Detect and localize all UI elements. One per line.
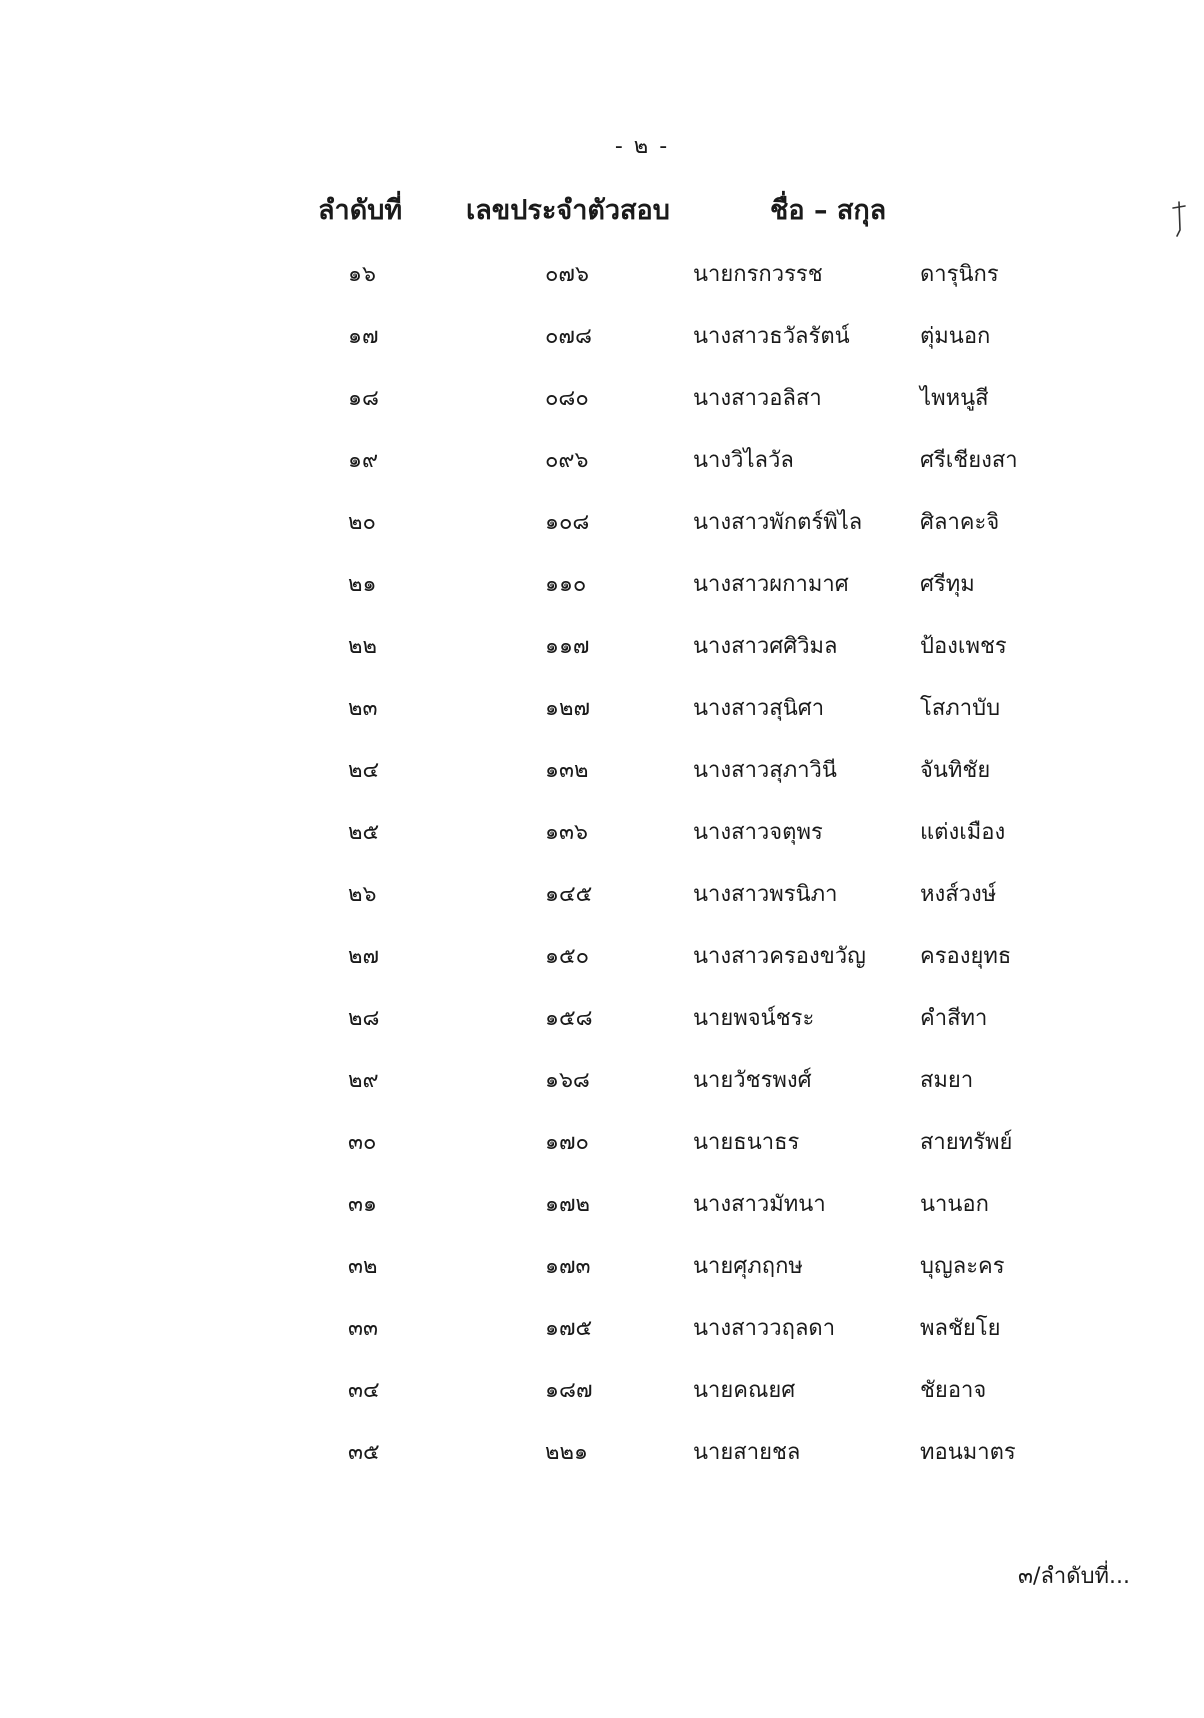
cell-exam-id: ๑๐๘ xyxy=(545,510,590,535)
cell-exam-id: ๑๑๐ xyxy=(545,572,587,597)
continuation-note: ๓/ลำดับที่... xyxy=(1018,1564,1131,1589)
cell-first-name: นายสายชล xyxy=(693,1440,801,1465)
cell-first-name: นางสาวอลิสา xyxy=(693,386,822,411)
cell-exam-id: ๐๘๐ xyxy=(545,386,589,411)
table-row xyxy=(0,868,1204,930)
cell-seq: ๒๓ xyxy=(348,696,378,721)
table-row xyxy=(0,310,1204,372)
cell-exam-id: ๐๗๖ xyxy=(545,262,589,287)
header-seq: ลำดับที่ xyxy=(318,195,403,226)
cell-exam-id: ๑๓๒ xyxy=(545,758,589,783)
cell-exam-id: ๑๑๗ xyxy=(545,634,590,659)
cell-last-name: บุญละคร xyxy=(920,1254,1005,1279)
cell-first-name: นายคณยศ xyxy=(693,1378,796,1403)
cell-first-name: นางสาวธวัลรัตน์ xyxy=(693,324,850,349)
cell-exam-id: ๑๔๕ xyxy=(545,882,593,907)
cell-seq: ๑๙ xyxy=(348,448,379,473)
table-row xyxy=(0,1364,1204,1426)
cell-first-name: นายพจน์ชระ xyxy=(693,1006,815,1031)
cell-seq: ๒๒ xyxy=(348,634,378,659)
cell-first-name: นายกรกวรรช xyxy=(693,262,823,287)
cell-seq: ๒๑ xyxy=(348,572,377,597)
table-row xyxy=(0,1426,1204,1488)
cell-last-name: สายทรัพย์ xyxy=(920,1130,1013,1155)
cell-first-name: นายศุภฤกษ xyxy=(693,1254,803,1279)
cell-last-name: แต่งเมือง xyxy=(920,820,1006,845)
cell-seq: ๓๑ xyxy=(348,1192,378,1217)
cell-last-name: จันทิชัย xyxy=(920,758,991,783)
cell-last-name: คำสีทา xyxy=(920,1006,988,1031)
cell-exam-id: ๑๗๒ xyxy=(545,1192,591,1217)
cell-last-name: ชัยอาจ xyxy=(920,1378,987,1403)
cell-first-name: นางสาวศศิวิมล xyxy=(693,634,838,659)
table-row xyxy=(0,372,1204,434)
cell-first-name: นางสาวพักตร์พิไล xyxy=(693,510,863,535)
cell-last-name: ดารุนิกร xyxy=(920,262,999,287)
cell-exam-id: ๑๗๓ xyxy=(545,1254,591,1279)
cell-last-name: ศรีเชียงสา xyxy=(920,448,1018,473)
cell-last-name: ครองยุทธ xyxy=(920,944,1012,969)
header-exam-id: เลขประจำตัวสอบ xyxy=(466,195,670,226)
cell-exam-id: ๑๒๗ xyxy=(545,696,591,721)
cell-exam-id: ๑๓๖ xyxy=(545,820,588,845)
cell-first-name: นางสาวสุนิศา xyxy=(693,696,825,721)
cell-seq: ๓๔ xyxy=(348,1378,380,1403)
table-row xyxy=(0,930,1204,992)
cell-first-name: นางสาวมัทนา xyxy=(693,1192,826,1217)
cell-first-name: นางวิไลวัล xyxy=(693,448,794,473)
cell-exam-id: ๑๕๘ xyxy=(545,1006,593,1031)
cell-first-name: นางสาวครองขวัญ xyxy=(693,944,866,969)
cell-exam-id: ๐๗๘ xyxy=(545,324,592,349)
cell-last-name: ศรีทุม xyxy=(920,572,975,597)
cell-last-name: ตุ่มนอก xyxy=(920,324,991,349)
table-row xyxy=(0,1178,1204,1240)
cell-last-name: ไพหนูสี xyxy=(920,386,989,411)
cell-first-name: นายธนาธร xyxy=(693,1130,800,1155)
cell-last-name: ทอนมาตร xyxy=(920,1440,1016,1465)
header-full-name: ชื่อ – สกุล xyxy=(770,195,887,226)
cell-seq: ๓๒ xyxy=(348,1254,378,1279)
cell-seq: ๒๘ xyxy=(348,1006,380,1031)
table-row xyxy=(0,558,1204,620)
table-row xyxy=(0,744,1204,806)
table-row xyxy=(0,248,1204,310)
cell-first-name: นางสาวจตุพร xyxy=(693,820,823,845)
table-row xyxy=(0,1302,1204,1364)
cell-seq: ๑๘ xyxy=(348,386,379,411)
cell-last-name: พลชัยโย xyxy=(920,1316,1001,1341)
cell-exam-id: ๑๕๐ xyxy=(545,944,590,969)
cell-seq: ๒๕ xyxy=(348,820,380,845)
cell-exam-id: ๑๘๗ xyxy=(545,1378,593,1403)
cell-last-name: สมยา xyxy=(920,1068,974,1093)
cell-seq: ๑๗ xyxy=(348,324,379,349)
table-row xyxy=(0,682,1204,744)
cell-exam-id: ๑๖๘ xyxy=(545,1068,590,1093)
candidate-list xyxy=(0,248,1204,1488)
cell-seq: ๒๖ xyxy=(348,882,377,907)
handwritten-tick-mark xyxy=(1170,200,1188,238)
cell-last-name: โสภาบับ xyxy=(920,696,1001,721)
cell-seq: ๒๙ xyxy=(348,1068,379,1093)
cell-first-name: นางสาวผกามาศ xyxy=(693,572,849,597)
cell-seq: ๒๐ xyxy=(348,510,376,535)
cell-exam-id: ๐๙๖ xyxy=(545,448,589,473)
table-row xyxy=(0,1240,1204,1302)
cell-last-name: หงส์วงษ์ xyxy=(920,882,997,907)
table-row xyxy=(0,496,1204,558)
cell-last-name: นานอก xyxy=(920,1192,989,1217)
table-row xyxy=(0,1116,1204,1178)
table-row xyxy=(0,1054,1204,1116)
cell-last-name: ป้องเพชร xyxy=(920,634,1007,659)
page-number: - ๒ - xyxy=(614,134,670,159)
cell-exam-id: ๑๗๐ xyxy=(545,1130,589,1155)
table-row xyxy=(0,620,1204,682)
cell-seq: ๓๕ xyxy=(348,1440,380,1465)
table-row xyxy=(0,992,1204,1054)
cell-first-name: นายวัชรพงศ์ xyxy=(693,1068,812,1093)
cell-seq: ๒๔ xyxy=(348,758,380,783)
cell-seq: ๒๗ xyxy=(348,944,380,969)
cell-seq: ๑๖ xyxy=(348,262,376,287)
table-header xyxy=(0,188,1204,228)
cell-first-name: นางสาวสุภาวินี xyxy=(693,758,837,783)
cell-seq: ๓๓ xyxy=(348,1316,379,1341)
cell-seq: ๓๐ xyxy=(348,1130,377,1155)
cell-exam-id: ๒๒๑ xyxy=(545,1440,588,1465)
cell-exam-id: ๑๗๕ xyxy=(545,1316,593,1341)
table-row xyxy=(0,434,1204,496)
cell-last-name: ศิลาคะจิ xyxy=(920,510,1000,535)
cell-first-name: นางสาววฤลดา xyxy=(693,1316,836,1341)
table-row xyxy=(0,806,1204,868)
cell-first-name: นางสาวพรนิภา xyxy=(693,882,838,907)
